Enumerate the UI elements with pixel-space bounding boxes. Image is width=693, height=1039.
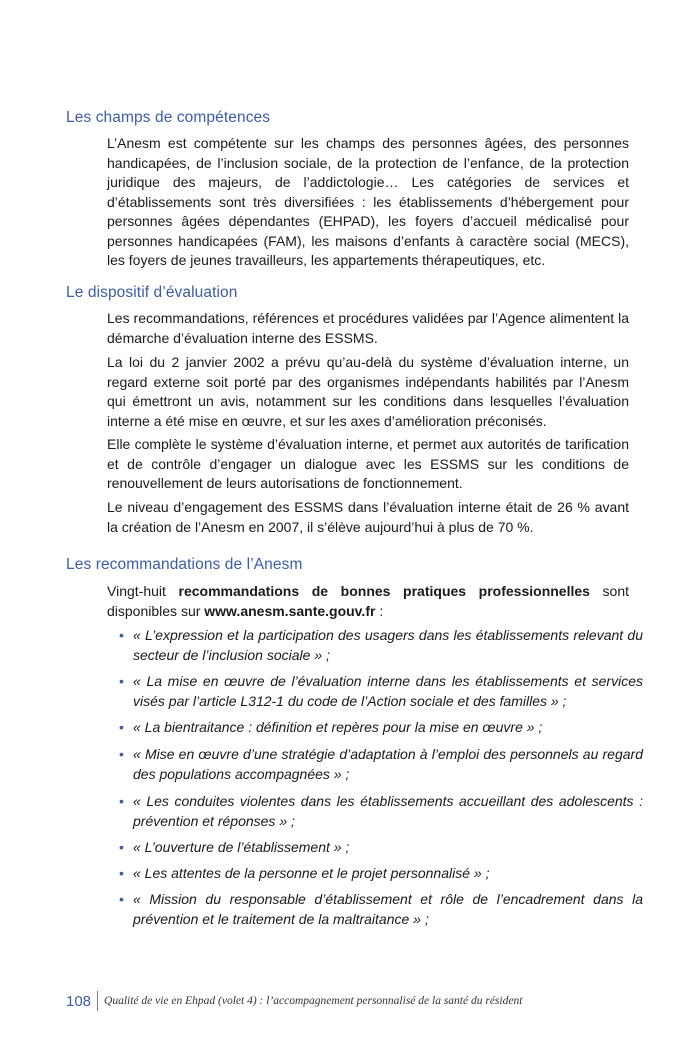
intro-text-b: sont disponibles sur <box>107 583 630 619</box>
list-item-text: « Les attentes de la personne et le projet personnalisé » ; <box>133 865 490 881</box>
list-item-text: « Mission du responsable d’établissement et rôle de l’encadrement dans la prévention et le traitement de la maltraitance » ; <box>133 891 643 927</box>
section-heading-recommandations: Les recommandations de l’Anesm <box>66 556 303 573</box>
section-heading-champs: Les champs de compétences <box>66 109 271 126</box>
list-item-text: « La mise en œuvre de l’évaluation interne dans les établissements et services visés par l’article L312-1 du code de l’Action sociale et des familles » ; <box>133 673 643 709</box>
section-heading-dispositif: Le dispositif d’évaluation <box>66 284 238 301</box>
list-item <box>119 718 643 738</box>
list-item <box>119 745 643 784</box>
anesm-website-link[interactable]: www.anesm.sante.gouv.fr <box>204 602 376 619</box>
bullet-icon: • <box>119 719 124 735</box>
list-item-text: « Les conduites violentes dans les établissements accueillant des adolescents : prévention et réponses » ; <box>133 793 643 829</box>
page-number: 108 <box>66 992 92 1010</box>
list-item-text: « Mise en œuvre d’une stratégie d’adaptation à l’emploi des personnels au regard des populations accompagnées » ; <box>133 746 643 782</box>
list-item-text: « L’ouverture de l’établissement » ; <box>133 839 350 855</box>
intro-bold-text: recommandations de bonnes pratiques professionnelles <box>178 583 590 599</box>
list-item <box>119 838 643 858</box>
intro-text-a: Vingt-huit <box>107 583 179 599</box>
paragraph-recommandations-intro <box>107 582 629 621</box>
list-item <box>119 890 643 929</box>
page-footer <box>66 990 522 1012</box>
list-item-text: « L’expression et la participation des usagers dans les établissements relevant du secteur de l’inclusion sociale » ; <box>133 627 643 663</box>
publication-title: Qualité de vie en Ehpad (volet 4) : l’accompagnement personnalisé de la santé du résident <box>104 995 523 1007</box>
list-item <box>119 792 643 831</box>
list-item <box>119 672 643 711</box>
paragraph-dispositif-4: Le niveau d’engagement des ESSMS dans l’évaluation interne était de 26 % avant la création de l’Anesm en 2007, il s’élève aujourd’hui à plus de 70 %. <box>107 499 629 535</box>
paragraph-dispositif-2: La loi du 2 janvier 2002 a prévu qu’au-delà du système d’évaluation interne, un regard externe soit porté par des organismes indépendants habilités par l’Anesm qui émettront un avis, notamment sur les conditions dans lesquelles l’évaluation interne a été mise en œuvre, et sur les axes d’amélioration préconisés. <box>107 354 629 429</box>
list-item <box>119 626 643 665</box>
bullet-icon: • <box>119 891 124 907</box>
list-item-text: « La bientraitance : définition et repères pour la mise en œuvre » ; <box>133 719 543 735</box>
bullet-icon: • <box>119 627 124 643</box>
bullet-icon: • <box>119 793 124 809</box>
bullet-icon: • <box>119 673 124 689</box>
paragraph-champs: L’Anesm est compétente sur les champs des personnes âgées, des personnes handicapées, de l’inclusion sociale, de la protection de l’enfance, de la protection juridique des majeurs, de l’addictologie… Les catégories de services et d’établissements sont très diversifiées : les établissements d’hébergement pour personnes âgées dépendantes (EHPAD), les foyers d’accueil médicalisé pour personnes handicapées (FAM), les maisons d’enfants à caractère social (MECS), les foyers de jeunes travailleurs, les appartements thérapeutiques, etc. <box>107 135 629 268</box>
paragraph-dispositif-1: Les recommandations, références et procédures validées par l’Agence alimentent la démarche d’évaluation interne des ESSMS. <box>107 310 629 346</box>
intro-text-c: : <box>375 602 384 619</box>
bullet-icon: • <box>119 746 124 762</box>
list-item <box>119 864 643 884</box>
bullet-icon: • <box>119 865 124 881</box>
footer-divider <box>97 991 98 1011</box>
bullet-icon: • <box>119 839 124 855</box>
paragraph-dispositif-3: Elle complète le système d’évaluation interne, et permet aux autorités de tarification et de contrôle d’engager un dialogue avec les ESSMS sur les conditions de renouvellement de leurs autorisations de fonctionnement. <box>107 436 629 491</box>
